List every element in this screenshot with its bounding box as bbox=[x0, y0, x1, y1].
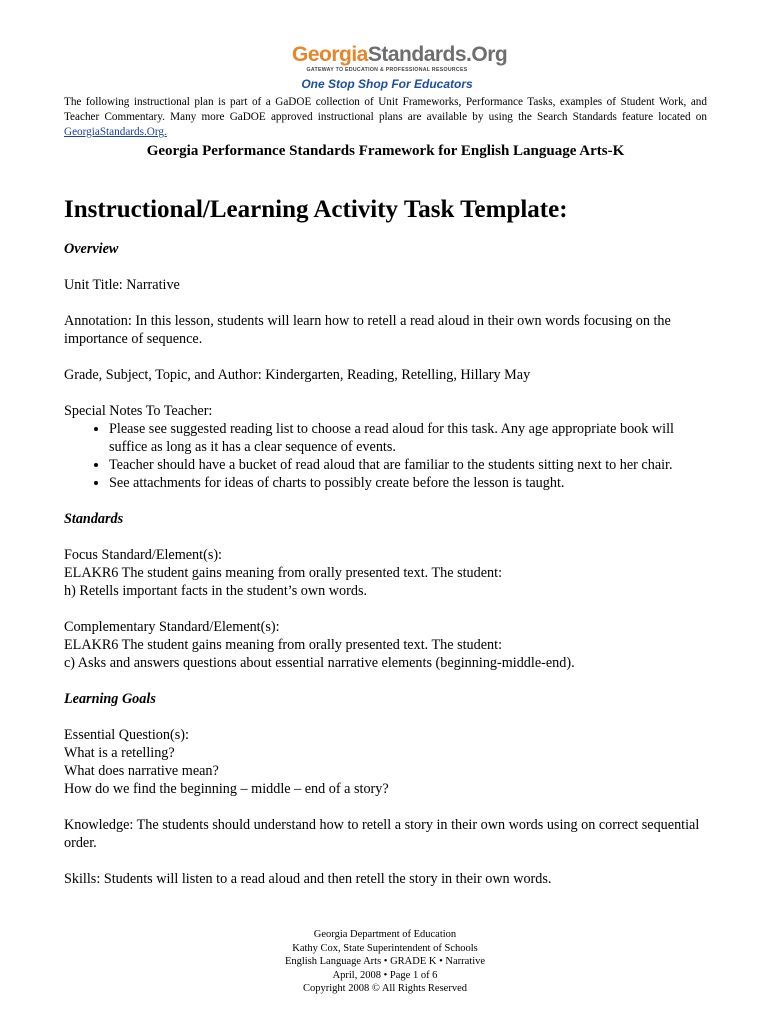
essential-question-1: What is a retelling? bbox=[64, 745, 175, 761]
overview-heading: Overview bbox=[64, 241, 119, 257]
logo-brand-standards: Standards.Org bbox=[367, 43, 508, 66]
footer-line: April, 2008 • Page 1 of 6 bbox=[332, 969, 438, 981]
framework-title: Georgia Performance Standards Framework for English Language Arts-K bbox=[146, 143, 625, 159]
focus-standard bbox=[64, 546, 714, 600]
learning-goals-heading: Learning Goals bbox=[64, 691, 156, 707]
logo-subtitle: One Stop Shop For Educators bbox=[301, 77, 473, 91]
document-body bbox=[64, 240, 714, 906]
footer-line: Georgia Department of Education bbox=[313, 929, 457, 940]
special-notes-list bbox=[64, 420, 714, 492]
focus-standard-line2: h) Retells important facts in the student’s own words. bbox=[64, 583, 368, 599]
list-item: • Please see suggested reading list to choose a read aloud for this task. Any age appropriate book will suffice as long as it has a clear sequence of events. bbox=[109, 420, 714, 456]
essential-questions bbox=[64, 726, 714, 798]
grade-info: Grade, Subject, Topic, and Author: Kindergarten, Reading, Retelling, Hillary May bbox=[64, 367, 531, 383]
focus-standard-line1: ELAKR6 The student gains meaning from orally presented text. The student: bbox=[64, 565, 503, 581]
intro-text: The following instructional plan is part of a GaDOE collection of Unit Frameworks, Performance Tasks, examples of Student Work, and Teacher Commentary. Many more GaDOE approved instructional plans are available by using the Search Standards feature located on bbox=[64, 96, 707, 123]
intro-paragraph bbox=[64, 95, 707, 140]
complementary-standard bbox=[64, 618, 714, 672]
essential-question-3: How do we find the beginning – middle – end of a story? bbox=[64, 781, 389, 797]
footer-line: Kathy Cox, State Superintendent of Schools bbox=[292, 942, 478, 954]
annotation: Annotation: In this lesson, students will learn how to retell a read aloud in their own words focusing on the importance of sequence. bbox=[64, 313, 671, 347]
logo-tagline: GATEWAY TO EDUCATION & PROFESSIONAL RESOURCES bbox=[306, 67, 468, 73]
standards-heading: Standards bbox=[64, 511, 124, 527]
list-item: • See attachments for ideas of charts to possibly create before the lesson is taught. bbox=[109, 474, 714, 492]
skills: Skills: Students will listen to a read aloud and then retell the story in their own words. bbox=[64, 871, 552, 887]
footer-line: Copyright 2008 © All Rights Reserved bbox=[302, 983, 468, 994]
footer-line: English Language Arts • GRADE K • Narrative bbox=[284, 956, 486, 967]
page-footer bbox=[0, 928, 770, 996]
essential-questions-label: Essential Question(s): bbox=[64, 727, 189, 743]
georgia-standards-link[interactable]: GeorgiaStandards.Org. bbox=[64, 126, 167, 138]
complementary-standard-line2: c) Asks and answers questions about essential narrative elements (beginning-middle-end). bbox=[64, 655, 575, 671]
logo-brand bbox=[292, 43, 508, 66]
complementary-standard-label: Complementary Standard/Element(s): bbox=[64, 619, 280, 635]
list-item: • Teacher should have a bucket of read aloud that are familiar to the students sitting next to her chair. bbox=[109, 456, 714, 474]
special-notes-heading: Special Notes To Teacher: bbox=[64, 403, 213, 419]
focus-standard-label: Focus Standard/Element(s): bbox=[64, 547, 223, 563]
essential-question-2: What does narrative mean? bbox=[64, 763, 219, 779]
page-title: Instructional/Learning Activity Task Template: bbox=[64, 196, 568, 223]
unit-title: Unit Title: Narrative bbox=[64, 277, 180, 293]
complementary-standard-line1: ELAKR6 The student gains meaning from orally presented text. The student: bbox=[64, 637, 503, 653]
logo-brand-georgia: Georgia bbox=[292, 43, 368, 66]
georgia-standards-logo bbox=[292, 43, 508, 91]
knowledge: Knowledge: The students should understand how to retell a story in their own words using on correct sequential order. bbox=[64, 817, 700, 851]
